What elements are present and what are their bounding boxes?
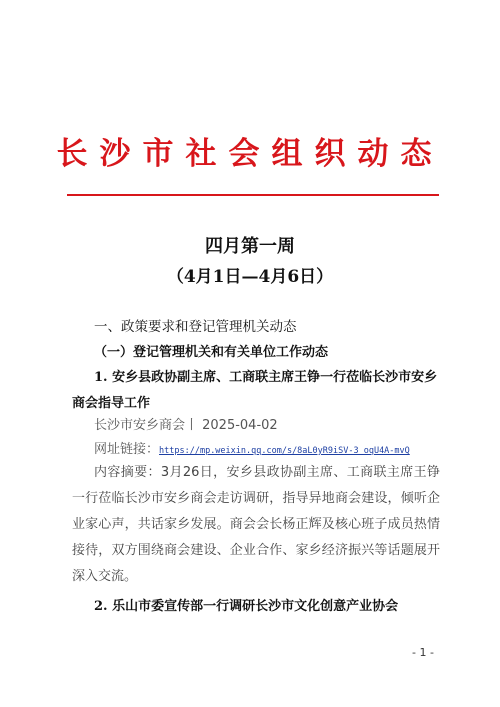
subsection-heading-registration: （一）登记管理机关和有关单位工作动态 [94, 345, 329, 360]
url-label: 网址链接： [94, 442, 160, 457]
page-number: - 1 - [412, 646, 434, 659]
article-1-title: 1. 安乡县政协副主席、工商联主席王铮一行莅临长沙市安乡商会指导工作 [72, 370, 438, 411]
section-heading-policy: 一、政策要求和登记管理机关动态 [94, 319, 297, 335]
article-1-source: 长沙市安乡商会丨 2025-04-02 [94, 418, 278, 433]
article-1-url-row [94, 438, 410, 457]
article-2-title: 2. 乐山市委宣传部一行调研长沙市文化创意产业协会 [94, 599, 399, 614]
newsletter-masthead: 长沙市社会组织动态 [56, 136, 444, 172]
article-1-abstract: 内容摘要：3月26日，安乡县政协副主席、工商联主席王铮一行莅临长沙市安乡商会走访调研，指导异地商会建设，倾听企业家心声，共话家乡发展。商会会长杨正辉及核心班子成员热情接待，双方围绕商会建设、企业合作、家乡经济振兴等话题展开深入交流。 [72, 465, 440, 584]
issue-date-range: （4月1日—4月6日） [166, 267, 334, 287]
masthead-divider [67, 194, 439, 196]
issue-week: 四月第一周 [205, 236, 295, 257]
article-1-link[interactable]: https://mp.weixin.qq.com/s/8aL0yR9iSV-3_oqU4A-mvQ [159, 446, 410, 456]
